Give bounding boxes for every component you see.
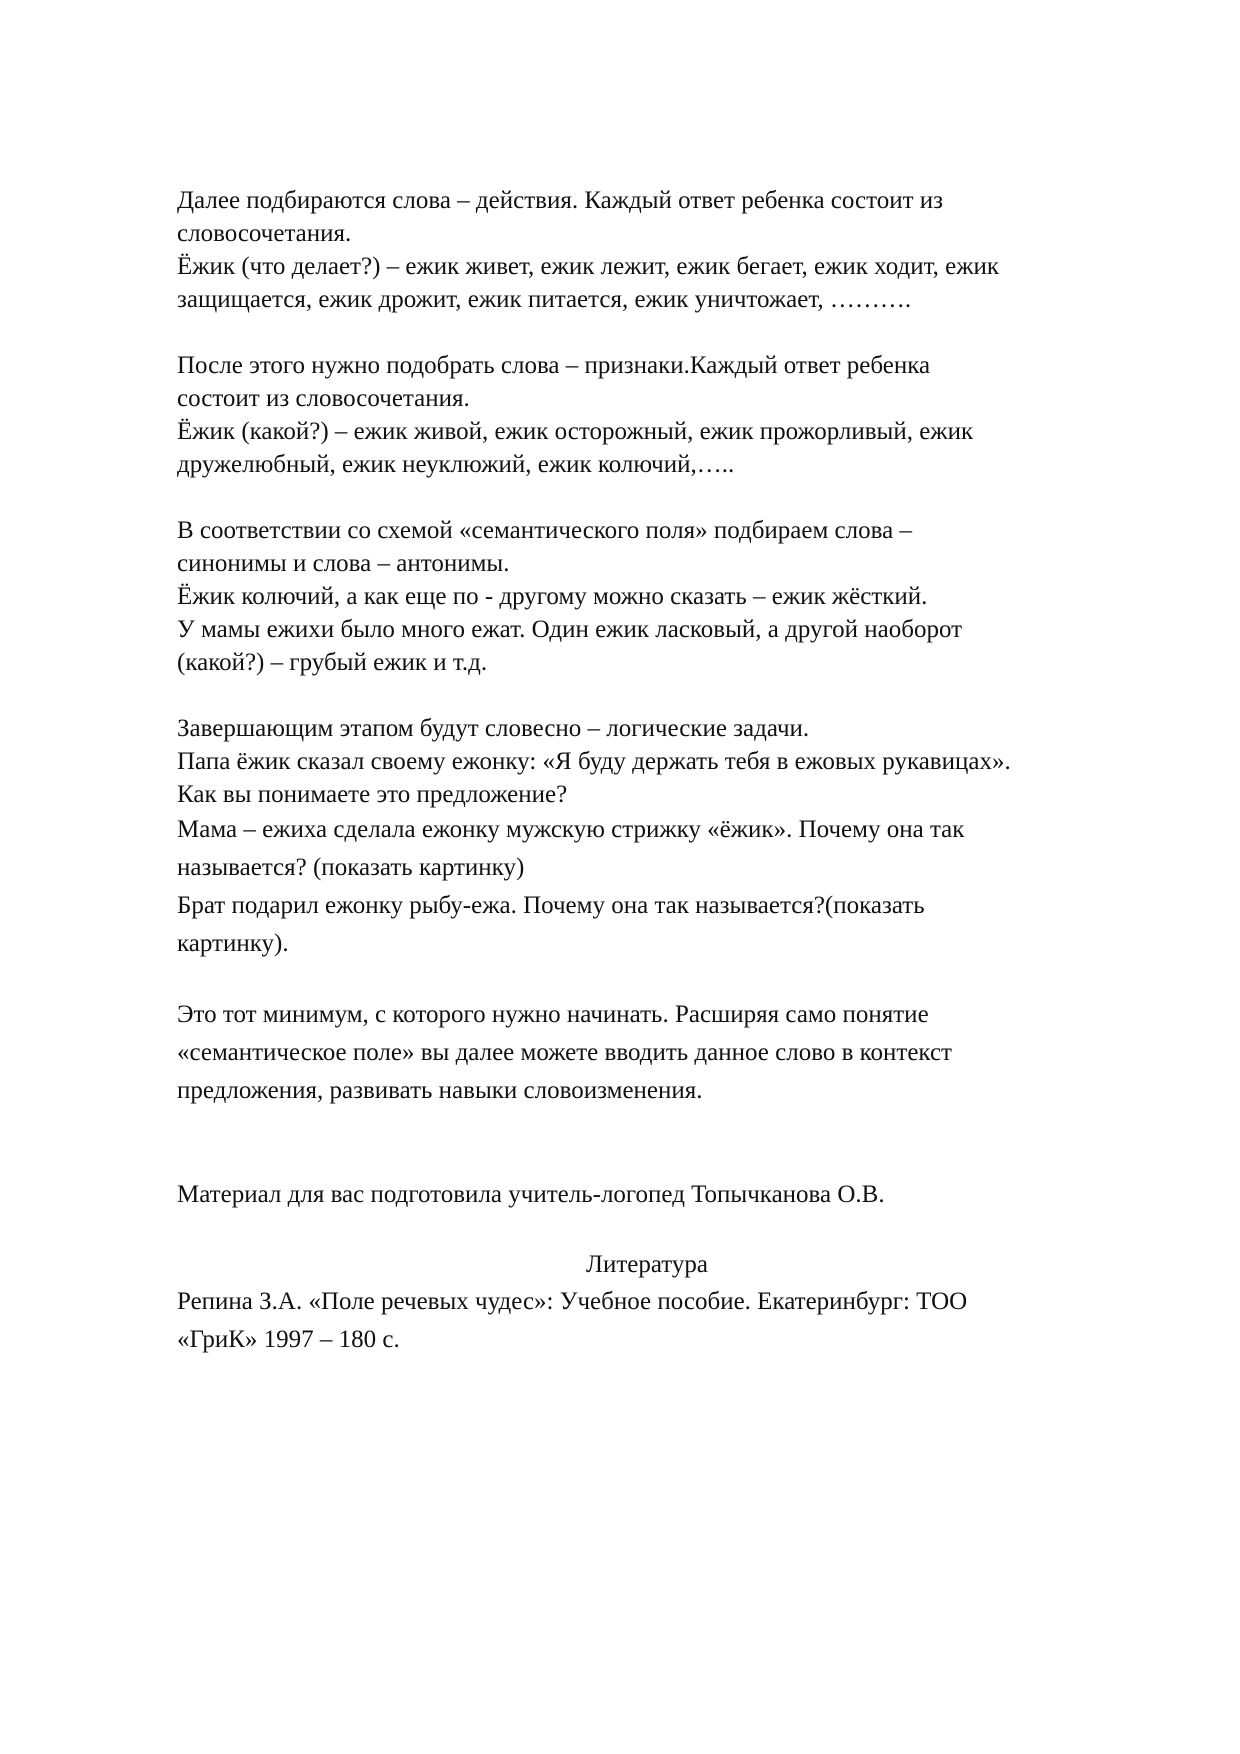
- text-line: У мамы ежихи было много ежат. Один ежик ласковый, а другой наоборот: [177, 616, 963, 643]
- text-line: состоит из словосочетания.: [177, 385, 470, 412]
- text-line: предложения, развивать навыки словоизменения.: [177, 1077, 703, 1104]
- text-line: защищается, ежик дрожит, ежик питается, ежик уничтожает, ……….: [177, 286, 912, 313]
- text-line: Ёжик (что делает?) – ежик живет, ежик лежит, ежик бегает, ежик ходит, ежик: [177, 253, 1000, 280]
- text-line: В соответствии со схемой «семантического поля» подбираем слова –: [177, 517, 912, 544]
- paragraph-gap: [177, 1214, 1177, 1247]
- text-line: картинку).: [177, 930, 289, 957]
- blank-line: [177, 316, 1177, 349]
- text-line: Папа ёжик сказал своему ежонку: «Я буду держать тебя в ежовых рукавицах».: [177, 748, 1011, 775]
- section-conclusion: [177, 996, 1177, 1110]
- blank-line: [177, 679, 1177, 712]
- author-note: Материал для вас подготовила учитель-логопед Топычканова О.В.: [177, 1181, 885, 1208]
- paragraph-gap: [177, 1110, 1177, 1176]
- text-line: Как вы понимаете это предложение?: [177, 781, 568, 808]
- section-riddles: [177, 811, 1177, 963]
- text-line: Далее подбираются слова – действия. Каждый ответ ребенка состоит из: [177, 187, 944, 214]
- text-line: дружелюбный, ежик неуклюжий, ежик колючий,…..: [177, 451, 735, 478]
- text-line: «семантическое поле» вы далее можете вводить данное слово в контекст: [177, 1039, 952, 1066]
- paragraph-gap: [177, 963, 1177, 996]
- text-line: Это тот минимум, с которого нужно начинать. Расширяя само понятие: [177, 1001, 929, 1028]
- text-line: После этого нужно подобрать слова – признаки.Каждый ответ ребенка: [177, 352, 931, 379]
- document-body: [177, 184, 1177, 1359]
- text-line: синонимы и слова – антонимы.: [177, 550, 510, 577]
- text-line: Ёжик (какой?) – ежик живой, ежик осторожный, ежик прожорливый, ежик: [177, 418, 974, 445]
- text-line: Ёжик колючий, а как еще по - другому можно сказать – ежик жёсткий.: [177, 583, 928, 610]
- text-line: (какой?) – грубый ежик и т.д.: [177, 649, 488, 676]
- text-line: называется? (показать картинку): [177, 854, 525, 881]
- literature-heading: Литература: [586, 1251, 708, 1278]
- text-line: Мама – ежиха сделала ежонку мужскую стрижку «ёжик». Почему она так: [177, 816, 965, 843]
- blank-line: [177, 481, 1177, 514]
- text-line: словосочетания.: [177, 220, 352, 247]
- literature-list: [177, 1283, 1177, 1359]
- text-line: Брат подарил ежонку рыбу-ежа. Почему она так называется?(показать: [177, 892, 925, 919]
- literature-item-line: «ГриК» 1997 – 180 с.: [177, 1326, 400, 1353]
- section-word-actions: [177, 184, 1177, 811]
- text-line: Завершающим этапом будут словесно – логические задачи.: [177, 715, 810, 742]
- literature-item-line: Репина З.А. «Поле речевых чудес»: Учебное пособие. Екатеринбург: ТОО: [177, 1288, 968, 1315]
